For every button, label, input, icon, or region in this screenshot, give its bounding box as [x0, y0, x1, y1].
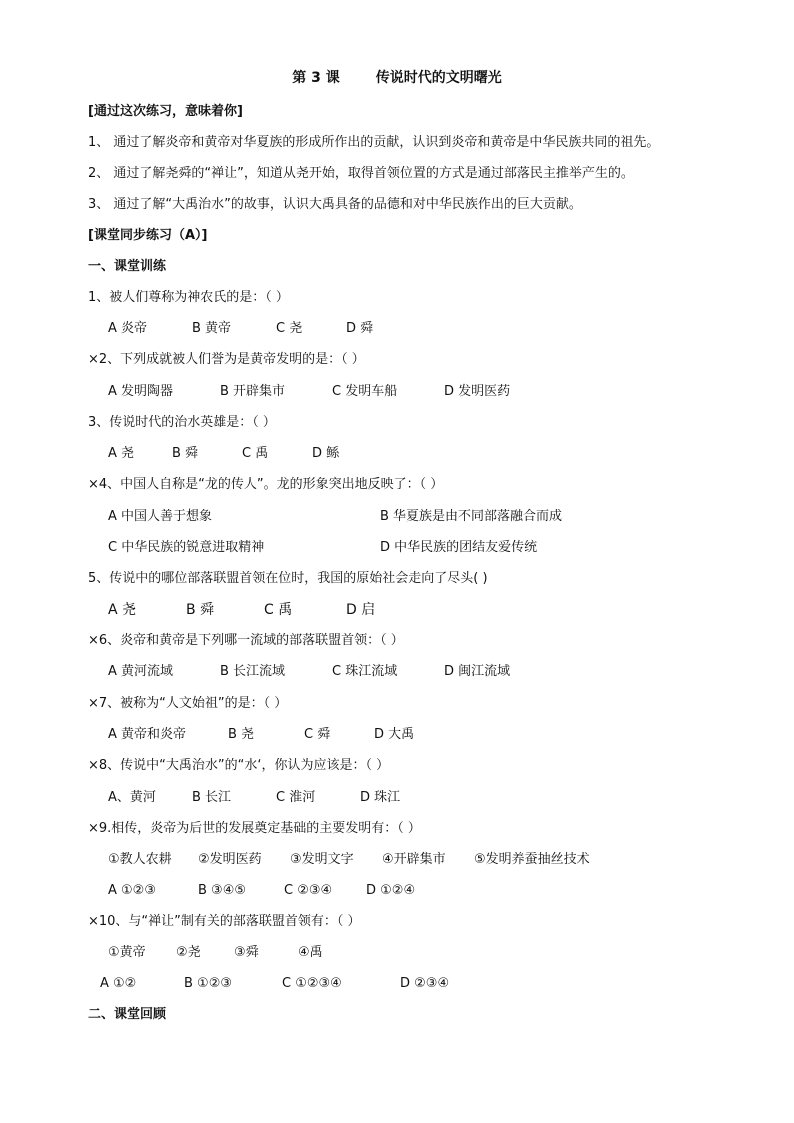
page-title [0, 70, 794, 86]
option-b: B 黄帝 [192, 321, 232, 336]
question-2: ×2、下列成就被人们誉为是黄帝发明的是：（ ） [88, 352, 365, 367]
option-a: A 发明陶器 [108, 384, 174, 399]
lesson-name: 传说时代的文明曙光 [375, 70, 502, 86]
option-b: B 舜 [186, 602, 215, 618]
item-3: ③舜 [234, 945, 259, 960]
option-c: C 中华民族的锐意进取精神 [108, 540, 265, 555]
option-c: C ①②③④ [282, 976, 342, 991]
option-d: D ②③④ [400, 976, 450, 991]
option-c: C 禹 [242, 446, 269, 461]
question-4: ×4、中国人自称是“龙的传人”。龙的形象突出地反映了：（ ） [88, 477, 444, 492]
question-10: ×10、与“禅让”制有关的部落联盟首领有：（ ） [88, 914, 361, 929]
option-c: C 舜 [304, 727, 331, 742]
option-c: C 淮河 [276, 790, 316, 805]
option-b: B 长江 [192, 790, 232, 805]
option-a: A 中国人善于想象 [108, 509, 213, 524]
option-d: D ①②④ [366, 883, 416, 898]
option-c: C 尧 [276, 321, 303, 336]
option-b: B 开辟集市 [220, 384, 286, 399]
option-d: D 舜 [346, 321, 374, 336]
question-1: 1、被人们尊称为神农氏的是：（ ） [88, 290, 289, 305]
question-3: 3、传说时代的治水英雄是：（ ） [88, 415, 276, 430]
item-1: ①黄帝 [108, 945, 146, 960]
item-2: ②尧 [176, 945, 201, 960]
lesson-number: 第 3 课 [292, 70, 340, 86]
option-c: C ②③④ [284, 883, 333, 898]
question-5: 5、传说中的哪位部落联盟首领在位时，我国的原始社会走向了尽头( ) [88, 571, 488, 586]
question-6: ×6、炎帝和黄帝是下列哪一流域的部落联盟首领：（ ） [88, 633, 404, 648]
practice-heading: [课堂同步练习（A）] [88, 228, 208, 243]
option-b: B 舜 [172, 446, 199, 461]
option-a: A ①②③ [108, 883, 156, 898]
option-b: B 尧 [228, 727, 255, 742]
option-a: A 炎帝 [108, 321, 148, 336]
section-1-heading: 一、课堂训练 [88, 259, 167, 274]
option-c: C 珠江流域 [332, 664, 398, 679]
item-2: ②发明医药 [198, 852, 262, 867]
option-b: B ①②③ [184, 976, 233, 991]
option-d: D 发明医药 [444, 384, 511, 399]
option-b: B 长江流域 [220, 664, 286, 679]
question-8: ×8、传说中“大禹治水”的“水‘，你认为应该是：（ ） [88, 758, 390, 773]
option-d: D 鲧 [312, 446, 340, 461]
option-c: C 发明车船 [332, 384, 398, 399]
option-a: A 黄河流域 [108, 664, 174, 679]
option-d: D 中华民族的团结友爱传统 [380, 540, 538, 555]
item-3: ③发明文字 [290, 852, 354, 867]
option-c: C 禹 [264, 602, 293, 618]
item-4: ④开辟集市 [382, 852, 446, 867]
option-d: D 珠江 [360, 790, 401, 805]
item-1: ①教人农耕 [108, 852, 172, 867]
option-b: B ③④⑤ [198, 883, 247, 898]
item-5: ⑤发明养蚕抽丝技术 [474, 852, 590, 867]
objective-2: 2、 通过了解尧舜的“禅让”，知道从尧开始，取得首领位置的方式是通过部落民主推举产生的。 [88, 166, 634, 181]
option-a: A 尧 [108, 446, 135, 461]
objective-3: 3、 通过了解“大禹治水”的故事，认识大禹具备的品德和对中华民族作出的巨大贡献。 [88, 197, 582, 212]
option-d: D 启 [346, 602, 376, 618]
option-a: A 黄帝和炎帝 [108, 727, 187, 742]
section-2-heading: 二、课堂回顾 [88, 1007, 167, 1022]
objectives-heading: [通过这次练习，意味着你] [88, 104, 243, 119]
objective-1: 1、 通过了解炎帝和黄帝对华夏族的形成所作出的贡献，认识到炎帝和黄帝是中华民族共同的祖先。 [88, 135, 660, 150]
option-d: D 大禹 [374, 727, 415, 742]
question-9: ×9.相传，炎帝为后世的发展奠定基础的主要发明有：（ ） [88, 821, 421, 836]
question-7: ×7、被称为“人文始祖”的是：（ ） [88, 696, 288, 711]
option-b: B 华夏族是由不同部落融合而成 [380, 509, 563, 524]
option-a: A ①② [100, 976, 137, 991]
option-d: D 闽江流域 [444, 664, 511, 679]
item-4: ④禹 [298, 945, 323, 960]
option-a: A、黄河 [108, 790, 156, 805]
option-a: A 尧 [108, 602, 137, 618]
